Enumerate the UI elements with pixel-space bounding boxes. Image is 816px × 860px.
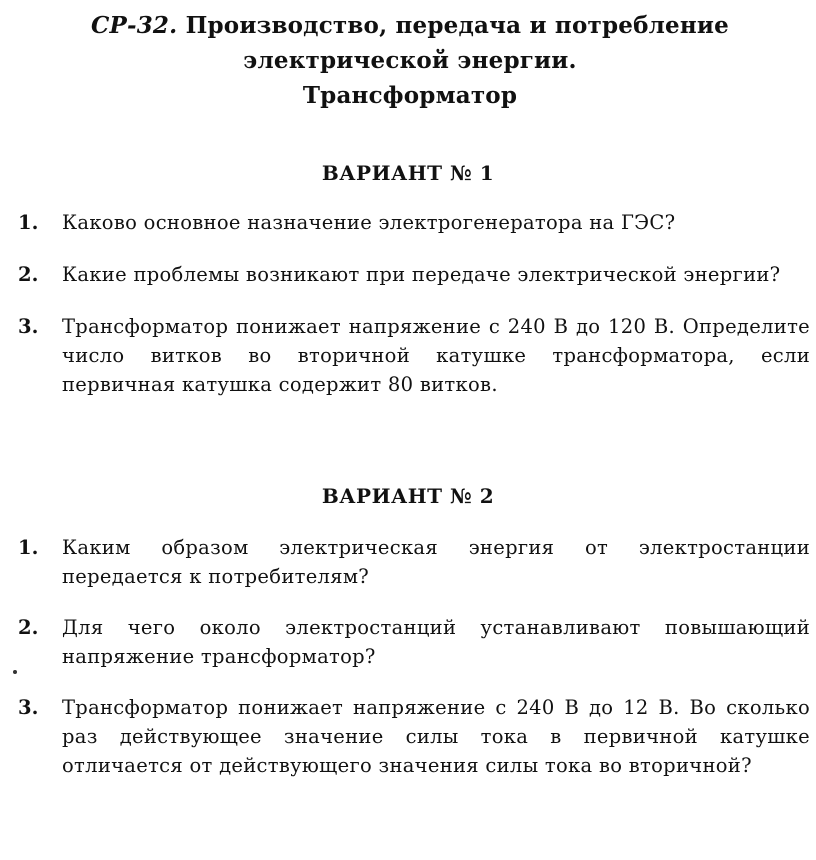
worksheet-title — [60, 8, 760, 113]
title-line-2: электрической энергии. — [243, 47, 577, 74]
variant-2-question-3 — [18, 693, 810, 780]
worksheet-code: СР-32. — [90, 12, 178, 39]
variant-1-question-2 — [18, 260, 810, 289]
scan-speck — [13, 670, 17, 674]
title-line-1 — [60, 8, 760, 43]
question-text: Каким образом электрическая энергия от электростанции передается к потребителям? — [62, 536, 810, 588]
variant-1-heading: ВАРИАНТ № 1 — [321, 161, 495, 185]
question-text: Трансформатор понижает напряжение с 240 В до 120 В. Определите число витков во вторичной катушке трансформатора, если первичная катушка содержит 80 витков. — [62, 315, 810, 396]
title-text-1: Производство, передача и потребление — [185, 12, 729, 39]
question-text: Трансформатор понижает напряжение с 240 В до 12 В. Во сколько раз действующее значение силы тока в первичной катушке отличается от действующего значения силы тока во вторичной? — [62, 696, 810, 777]
question-number: 3. — [18, 315, 39, 338]
variant-1-question-1 — [18, 208, 810, 237]
variant-2-question-2 — [18, 613, 810, 671]
question-number: 3. — [18, 696, 39, 719]
question-text: Какие проблемы возникают при передаче электрической энергии? — [62, 263, 781, 286]
question-text: Для чего около электростанций устанавливают повышающий напряжение трансформатор? — [62, 616, 810, 668]
question-number: 2. — [18, 616, 39, 639]
variant-2-heading: ВАРИАНТ № 2 — [321, 484, 495, 508]
title-line-3: Трансформатор — [302, 82, 518, 109]
variant-2-question-1 — [18, 533, 810, 591]
question-number: 2. — [18, 263, 39, 286]
question-number: 1. — [18, 536, 39, 559]
question-number: 1. — [18, 211, 39, 234]
question-text: Каково основное назначение электрогенератора на ГЭС? — [62, 211, 676, 234]
variant-1-question-3 — [18, 312, 810, 399]
